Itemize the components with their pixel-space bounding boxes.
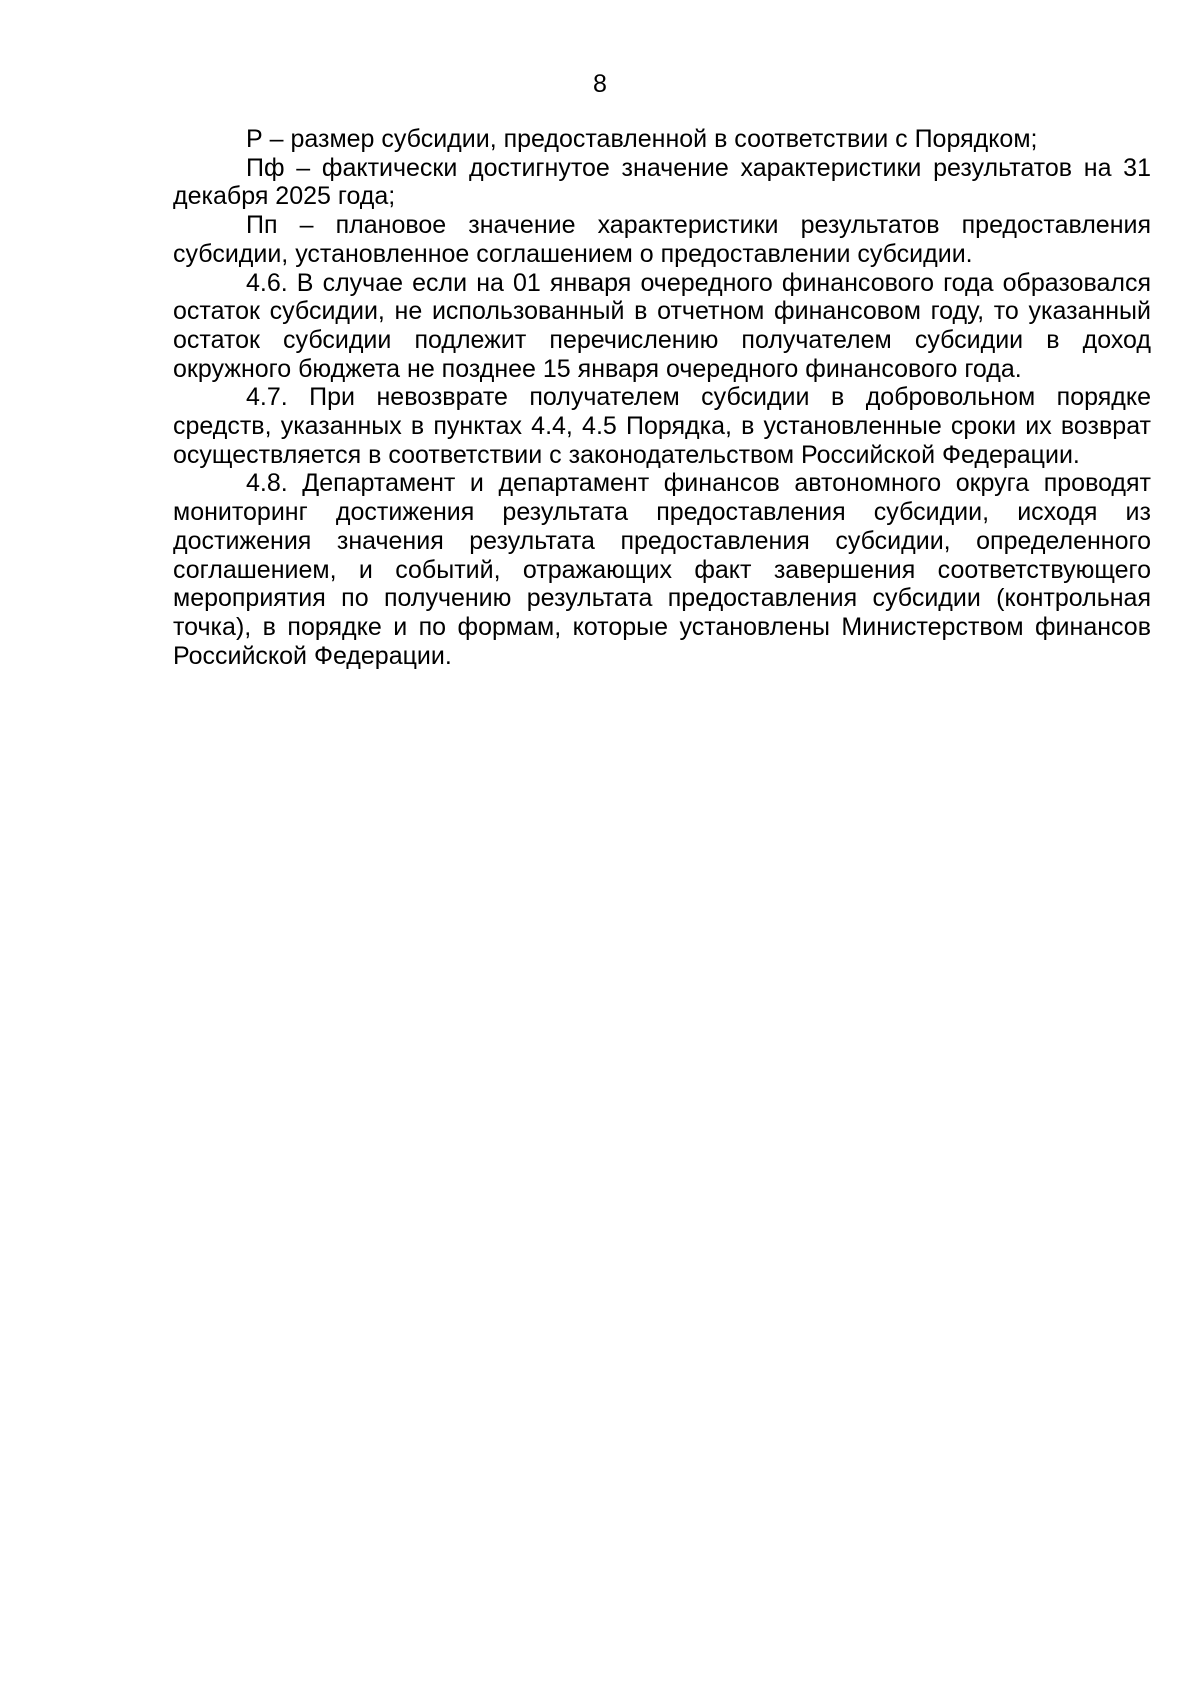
document-body bbox=[173, 125, 1151, 670]
page-number: 8 bbox=[593, 70, 607, 98]
paragraph-definition-pf: Пф – фактически достигнутое значение характеристики результатов на 31 декабря 2025 года; bbox=[173, 153, 1151, 211]
paragraph-4-6: 4.6. В случае если на 01 января очередного финансового года образовался остаток субсидии, не использованный в отчетном финансовом году, то указанный остаток субсидии подлежит перечислению получателем субсидии в доход окружного бюджета не позднее 15 января очередного финансового года. bbox=[173, 268, 1151, 383]
paragraph-definition-pp: Пп – плановое значение характеристики результатов предоставления субсидии, установленное соглашением о предоставлении субсидии. bbox=[173, 211, 1151, 268]
paragraph-4-8: 4.8. Департамент и департамент финансов автономного округа проводят мониторинг достижения результата предоставления субсидии, исходя из достижения значения результата предоставления субсидии, определенного соглашением, и событий, отражающих факт завершения соответствующего мероприятия по получению результата предоставления субсидии (контрольная точка), в порядке и по формам, которые установлены Министерством финансов Российской Федерации. bbox=[173, 469, 1151, 670]
paragraph-4-7: 4.7. При невозврате получателем субсидии в добровольном порядке средств, указанных в пунктах 4.4, 4.5 Порядка, в установленные сроки их возврат осуществляется в соответствии с законодательством Российской Федерации. bbox=[173, 383, 1151, 469]
paragraph-definition-r: Р – размер субсидии, предоставленной в соответствии с Порядком; bbox=[246, 125, 1038, 153]
